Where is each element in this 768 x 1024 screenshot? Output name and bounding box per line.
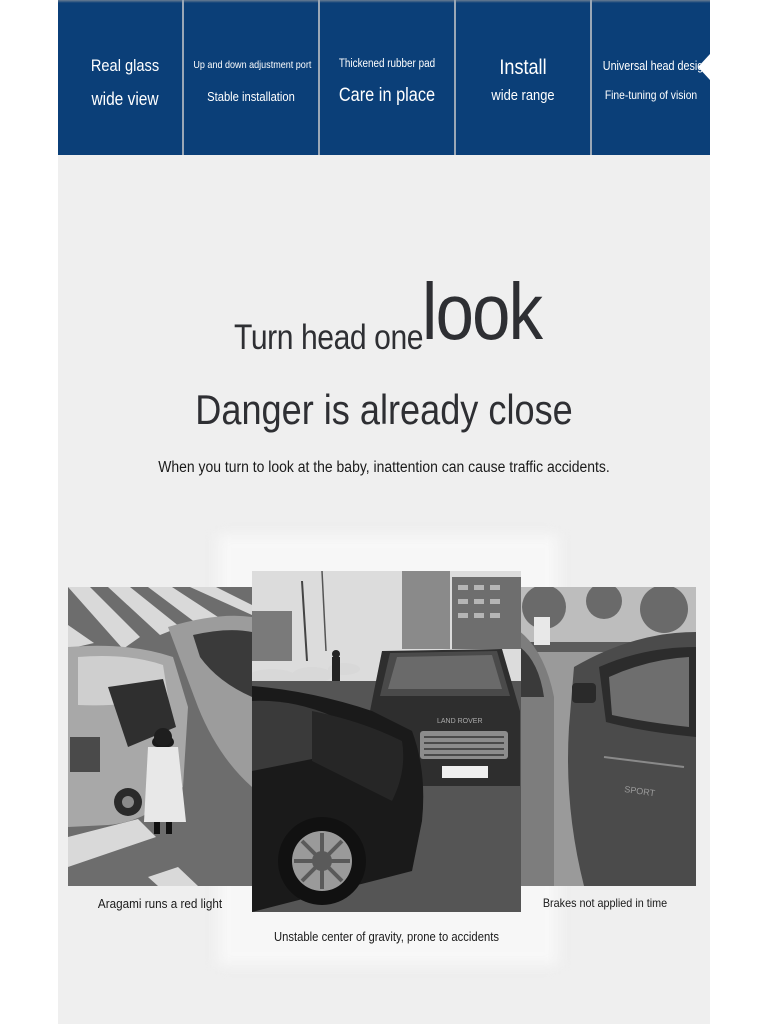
photo-red-light-accident [68,587,252,886]
right-photo-caption: Brakes not applied in time [542,896,668,910]
feature-install [456,0,590,155]
feature-strip [58,0,710,155]
photo-brake-accident [514,587,696,886]
feature-real-glass [58,0,192,155]
feature-subtitle: Stable installation [207,89,295,104]
feature-subtitle: Care in place [338,85,436,106]
feature-title: Universal head design [602,59,710,73]
headline [58,267,710,370]
feature-title: Up and down adjustment port [193,59,312,71]
headline-big-text: look [422,267,542,356]
feature-subtitle: wide view [91,89,159,109]
feature-adjustment-port [184,0,318,155]
product-detail-page [58,0,710,1024]
feature-title: Thickened rubber pad [338,58,436,70]
feature-subtitle: Fine-tuning of vision [604,88,698,102]
headline-small-text: Turn head one [234,318,424,357]
feature-title: Install [499,56,547,79]
danger-heading: Danger is already close [195,386,573,433]
feature-rubber-pad [320,0,454,155]
feature-title: Real glass [90,56,160,75]
left-photo-caption: Aragami runs a red light [97,896,223,911]
feature-universal-head [592,0,710,155]
triangle-left-icon [698,54,710,80]
vehicle-brand-text: LAND ROVER [437,718,483,725]
feature-subtitle: wide range [491,87,555,104]
warning-subtitle: When you turn to look at the baby, inattention can cause traffic accidents. [158,459,610,476]
svg-text:SPORT: SPORT [623,784,656,799]
photo-land-rover-collision [252,571,521,912]
center-photo-caption: Unstable center of gravity, prone to accidents [274,930,499,944]
